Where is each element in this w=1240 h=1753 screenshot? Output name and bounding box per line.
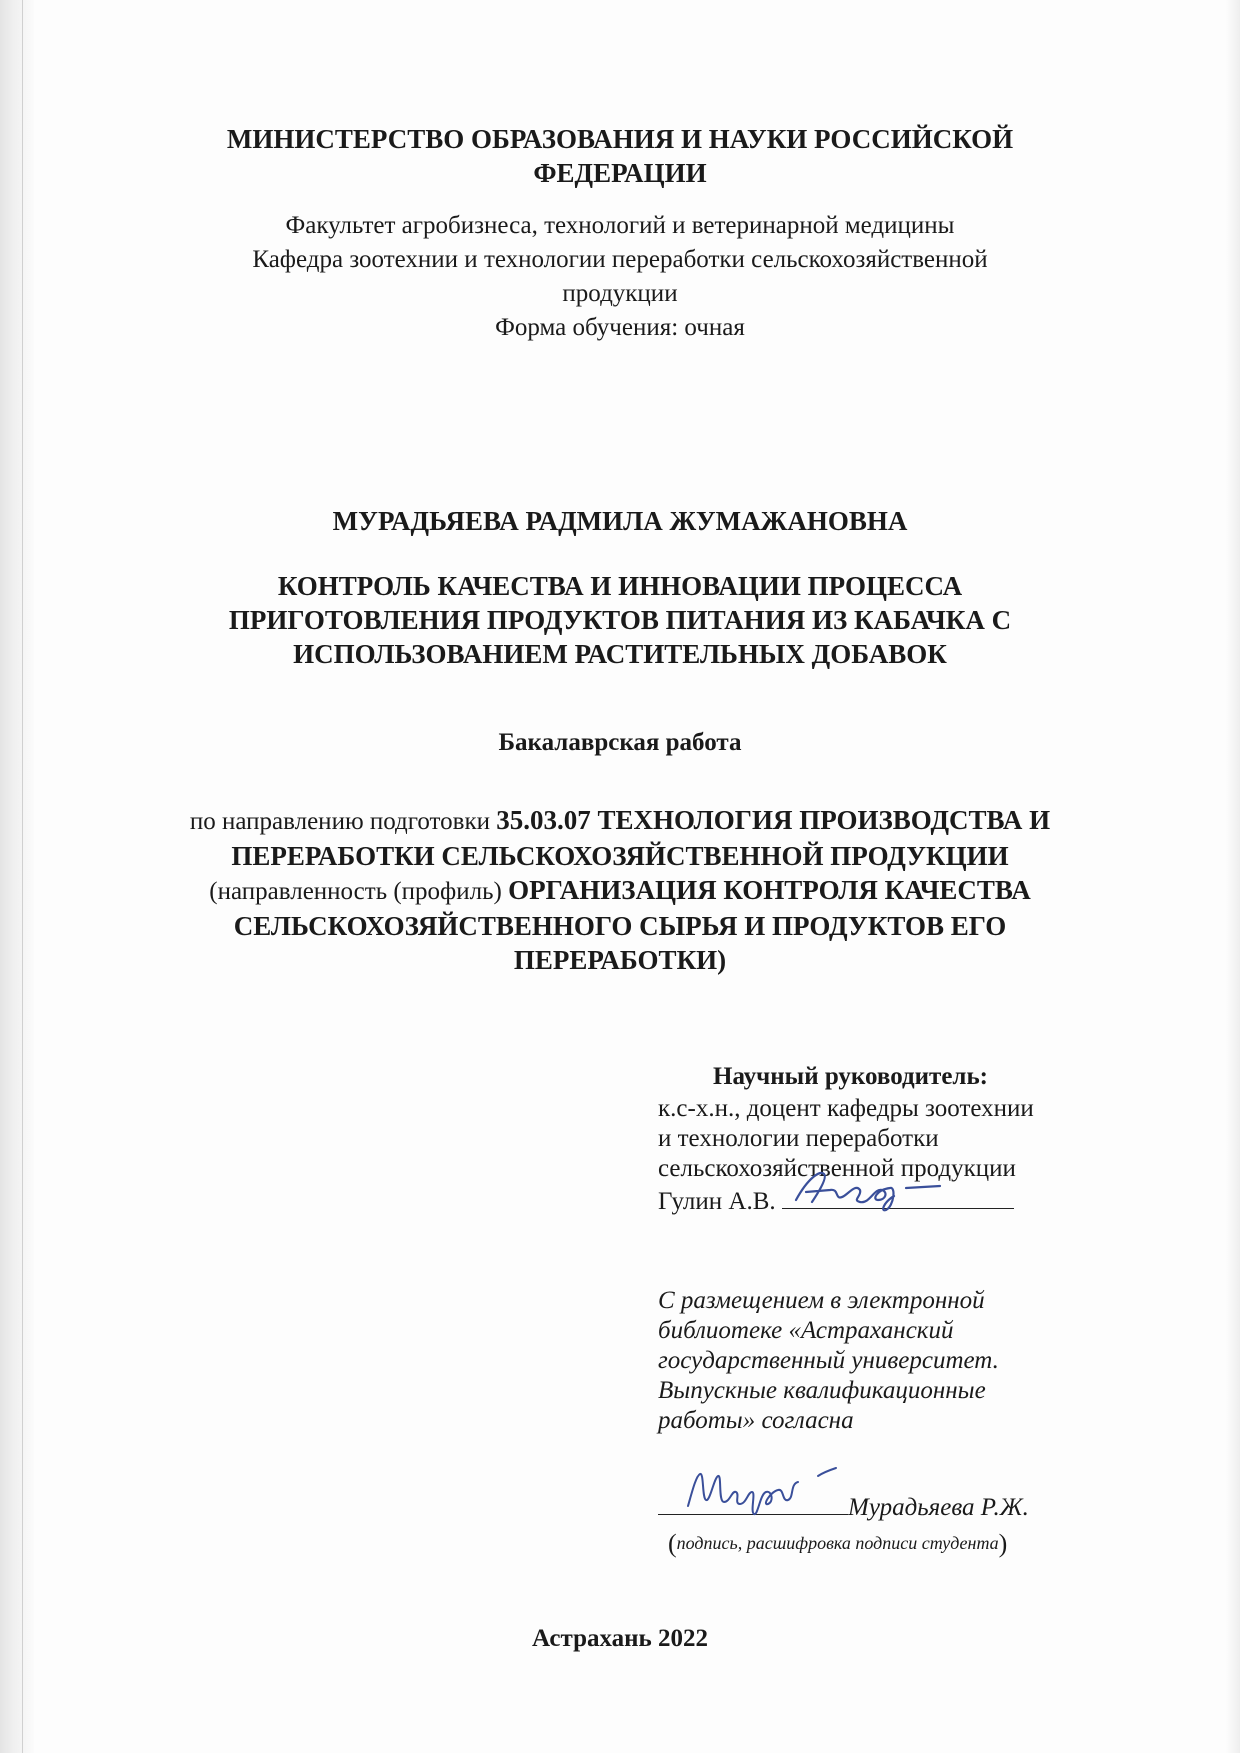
profile-prefix: (направленность (профиль) [209,878,509,905]
student-signature-line [658,1488,848,1515]
ministry-heading [150,122,1090,190]
student-signature-image [678,1462,868,1522]
supervisor-title-line-2: и технологии переработки [658,1125,939,1152]
supervisor-name: Гулин А.В. [658,1188,782,1215]
signature-caption [668,1529,1088,1559]
scan-shadow-right [1226,0,1240,1753]
supervisor-signature-line [782,1184,1014,1209]
study-form: Форма обучения: очная [495,314,745,341]
supervisor-title-line-3: сельскохозяйственной продукции [658,1155,1016,1182]
author-name: МУРАДЬЯЕВА РАДМИЛА ЖУМАЖАНОВНА [332,506,908,536]
department-line-2: продукции [562,280,678,307]
supervisor-heading: Научный руководитель: [713,1063,988,1090]
ministry-line-1: МИНИСТЕРСТВО ОБРАЗОВАНИЯ И НАУКИ РОССИЙСКОЙ [226,124,1014,154]
scan-fold-line [22,0,23,1753]
scan-shadow-left [0,0,34,1753]
thesis-title-line-2: ПРИГОТОВЛЕНИЯ ПРОДУКТОВ ПИТАНИЯ ИЗ КАБАЧКА С [228,605,1012,635]
direction-prefix: по направлению подготовки [189,808,497,835]
work-type: Бакалаврская работа [498,729,742,756]
faculty-block [150,209,1090,345]
profile-text-line-2: СЕЛЬСКОХОЗЯЙСТВЕННОГО СЫРЬЯ И ПРОДУКТОВ ЕГО [233,911,1007,941]
profile-line-1 [130,873,1110,909]
city-year: Астрахань 2022 [531,1625,709,1652]
direction-code-line-2: ПЕРЕРАБОТКИ СЕЛЬСКОХОЗЯЙСТВЕННОЙ ПРОДУКЦИИ [231,841,1009,871]
supervisor-sign-row [658,1184,1128,1217]
department-line-1: Кафедра зоотехнии и технологии переработки сельскохозяйственной [252,246,988,273]
consent-line-4: Выпускные квалификационные [658,1377,986,1404]
thesis-title-line-1: КОНТРОЛЬ КАЧЕСТВА И ИННОВАЦИИ ПРОЦЕССА [277,571,963,601]
library-consent [658,1286,1128,1436]
direction-line-1 [130,803,1110,839]
caption-text: подпись, расшифровка подписи студента [676,1533,999,1553]
faculty-name: Факультет агробизнеса, технологий и ветеринарной медицины [285,212,955,239]
consent-line-3: государственный университет. [658,1347,999,1374]
caption-close-paren: ) [998,1529,1008,1558]
supervisor-title-line-1: к.с-х.н., доцент кафедры зоотехнии [658,1095,1034,1122]
consent-line-2: библиотеке «Астраханский [658,1317,954,1344]
consent-line-1: С размещением в электронной [658,1287,985,1314]
supervisor-block [658,1060,1128,1217]
profile-text-line-1: ОРГАНИЗАЦИЯ КОНТРОЛЯ КАЧЕСТВА [508,875,1031,905]
ministry-line-2: ФЕДЕРАЦИИ [533,158,707,188]
supervisor-signature-image [790,1166,970,1216]
student-signature-row [658,1488,1128,1525]
thesis-title [150,569,1090,671]
student-name-signature: Мурадьяева Р.Ж. [848,1494,1029,1521]
consent-line-5: работы» согласна [658,1407,854,1434]
direction-code-line-1: 35.03.07 ТЕХНОЛОГИЯ ПРОИЗВОДСТВА И [496,805,1051,835]
study-direction [130,803,1110,977]
caption-open-paren: ( [668,1529,677,1558]
thesis-title-line-3: ИСПОЛЬЗОВАНИЕМ РАСТИТЕЛЬНЫХ ДОБАВОК [293,639,947,669]
profile-text-line-3: ПЕРЕРАБОТКИ) [513,945,727,975]
